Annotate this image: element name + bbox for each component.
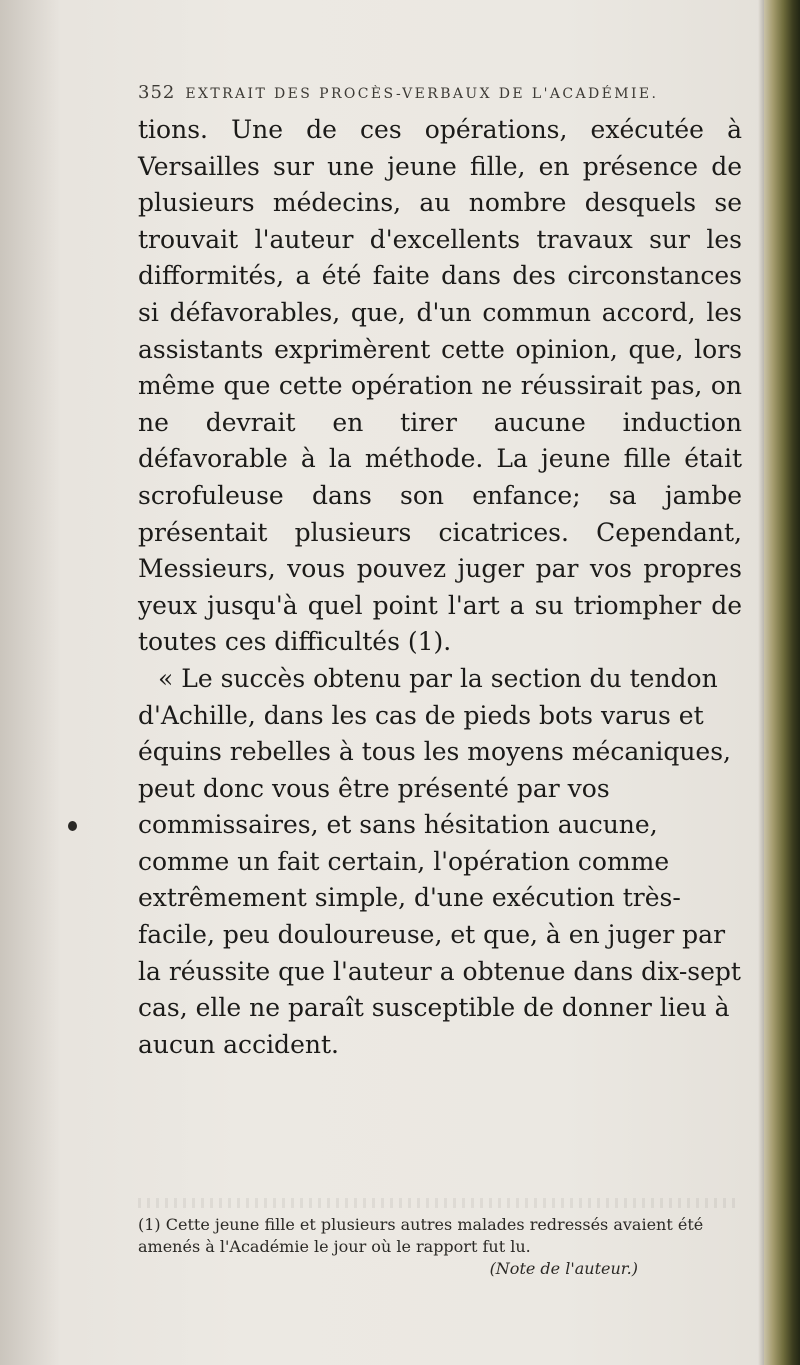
- footnote-text: (1) Cette jeune fille et plusieurs autres malades redressés avaient été amenés à l'Académie le jour où le rapport fut lu.: [138, 1215, 704, 1256]
- paragraph-2: « Le succès obtenu par la section du tendon d'Achille, dans les cas de pieds bots varus et équins rebelles à tous les moyens mécaniques, peut donc vous être présenté par vos commissaires, et sans hésitation aucune, comme un fait certain, l'opération comme extrêmement simple, d'une exécution très-facile, peu douloureuse, et que, à en juger par la réussite que l'auteur a obtenue dans dix-sept cas, elle ne paraît susceptible de donner lieu à aucun accident.: [138, 663, 741, 1059]
- running-head-title: EXTRAIT DES PROCÈS-VERBAUX DE L'ACADÉMIE.: [185, 86, 659, 102]
- footnote-attribution: (Note de l'auteur.): [489, 1259, 638, 1278]
- body-text: [138, 112, 742, 1063]
- show-through-text: [138, 1198, 738, 1208]
- footnote: [138, 1214, 738, 1280]
- page-gutter-shadow: [0, 0, 60, 1365]
- margin-ink-dot: [68, 821, 77, 831]
- page-number: 352: [138, 82, 176, 103]
- paragraph-1: tions. Une de ces opérations, exécutée à Versailles sur une jeune fille, en présence de plusieurs médecins, au nombre desquels se trouvait l'auteur d'excellents travaux sur les difformités, a été faite dans des circonstances si défavorables, que, d'un commun accord, les assistants exprimèrent cette opinion, que, lors même que cette opération ne réussirait pas, on ne devrait en tirer aucune induction défavorable à la méthode. La jeune fille était scrofuleuse dans son enfance; sa jambe présentait plusieurs cicatrices. Cependant, Messieurs, vous pouvez juger par vos propres yeux jusqu'à quel point l'art a su triompher de toutes ces difficultés (1).: [138, 115, 742, 657]
- running-head: [138, 82, 738, 103]
- book-spine: [764, 0, 800, 1365]
